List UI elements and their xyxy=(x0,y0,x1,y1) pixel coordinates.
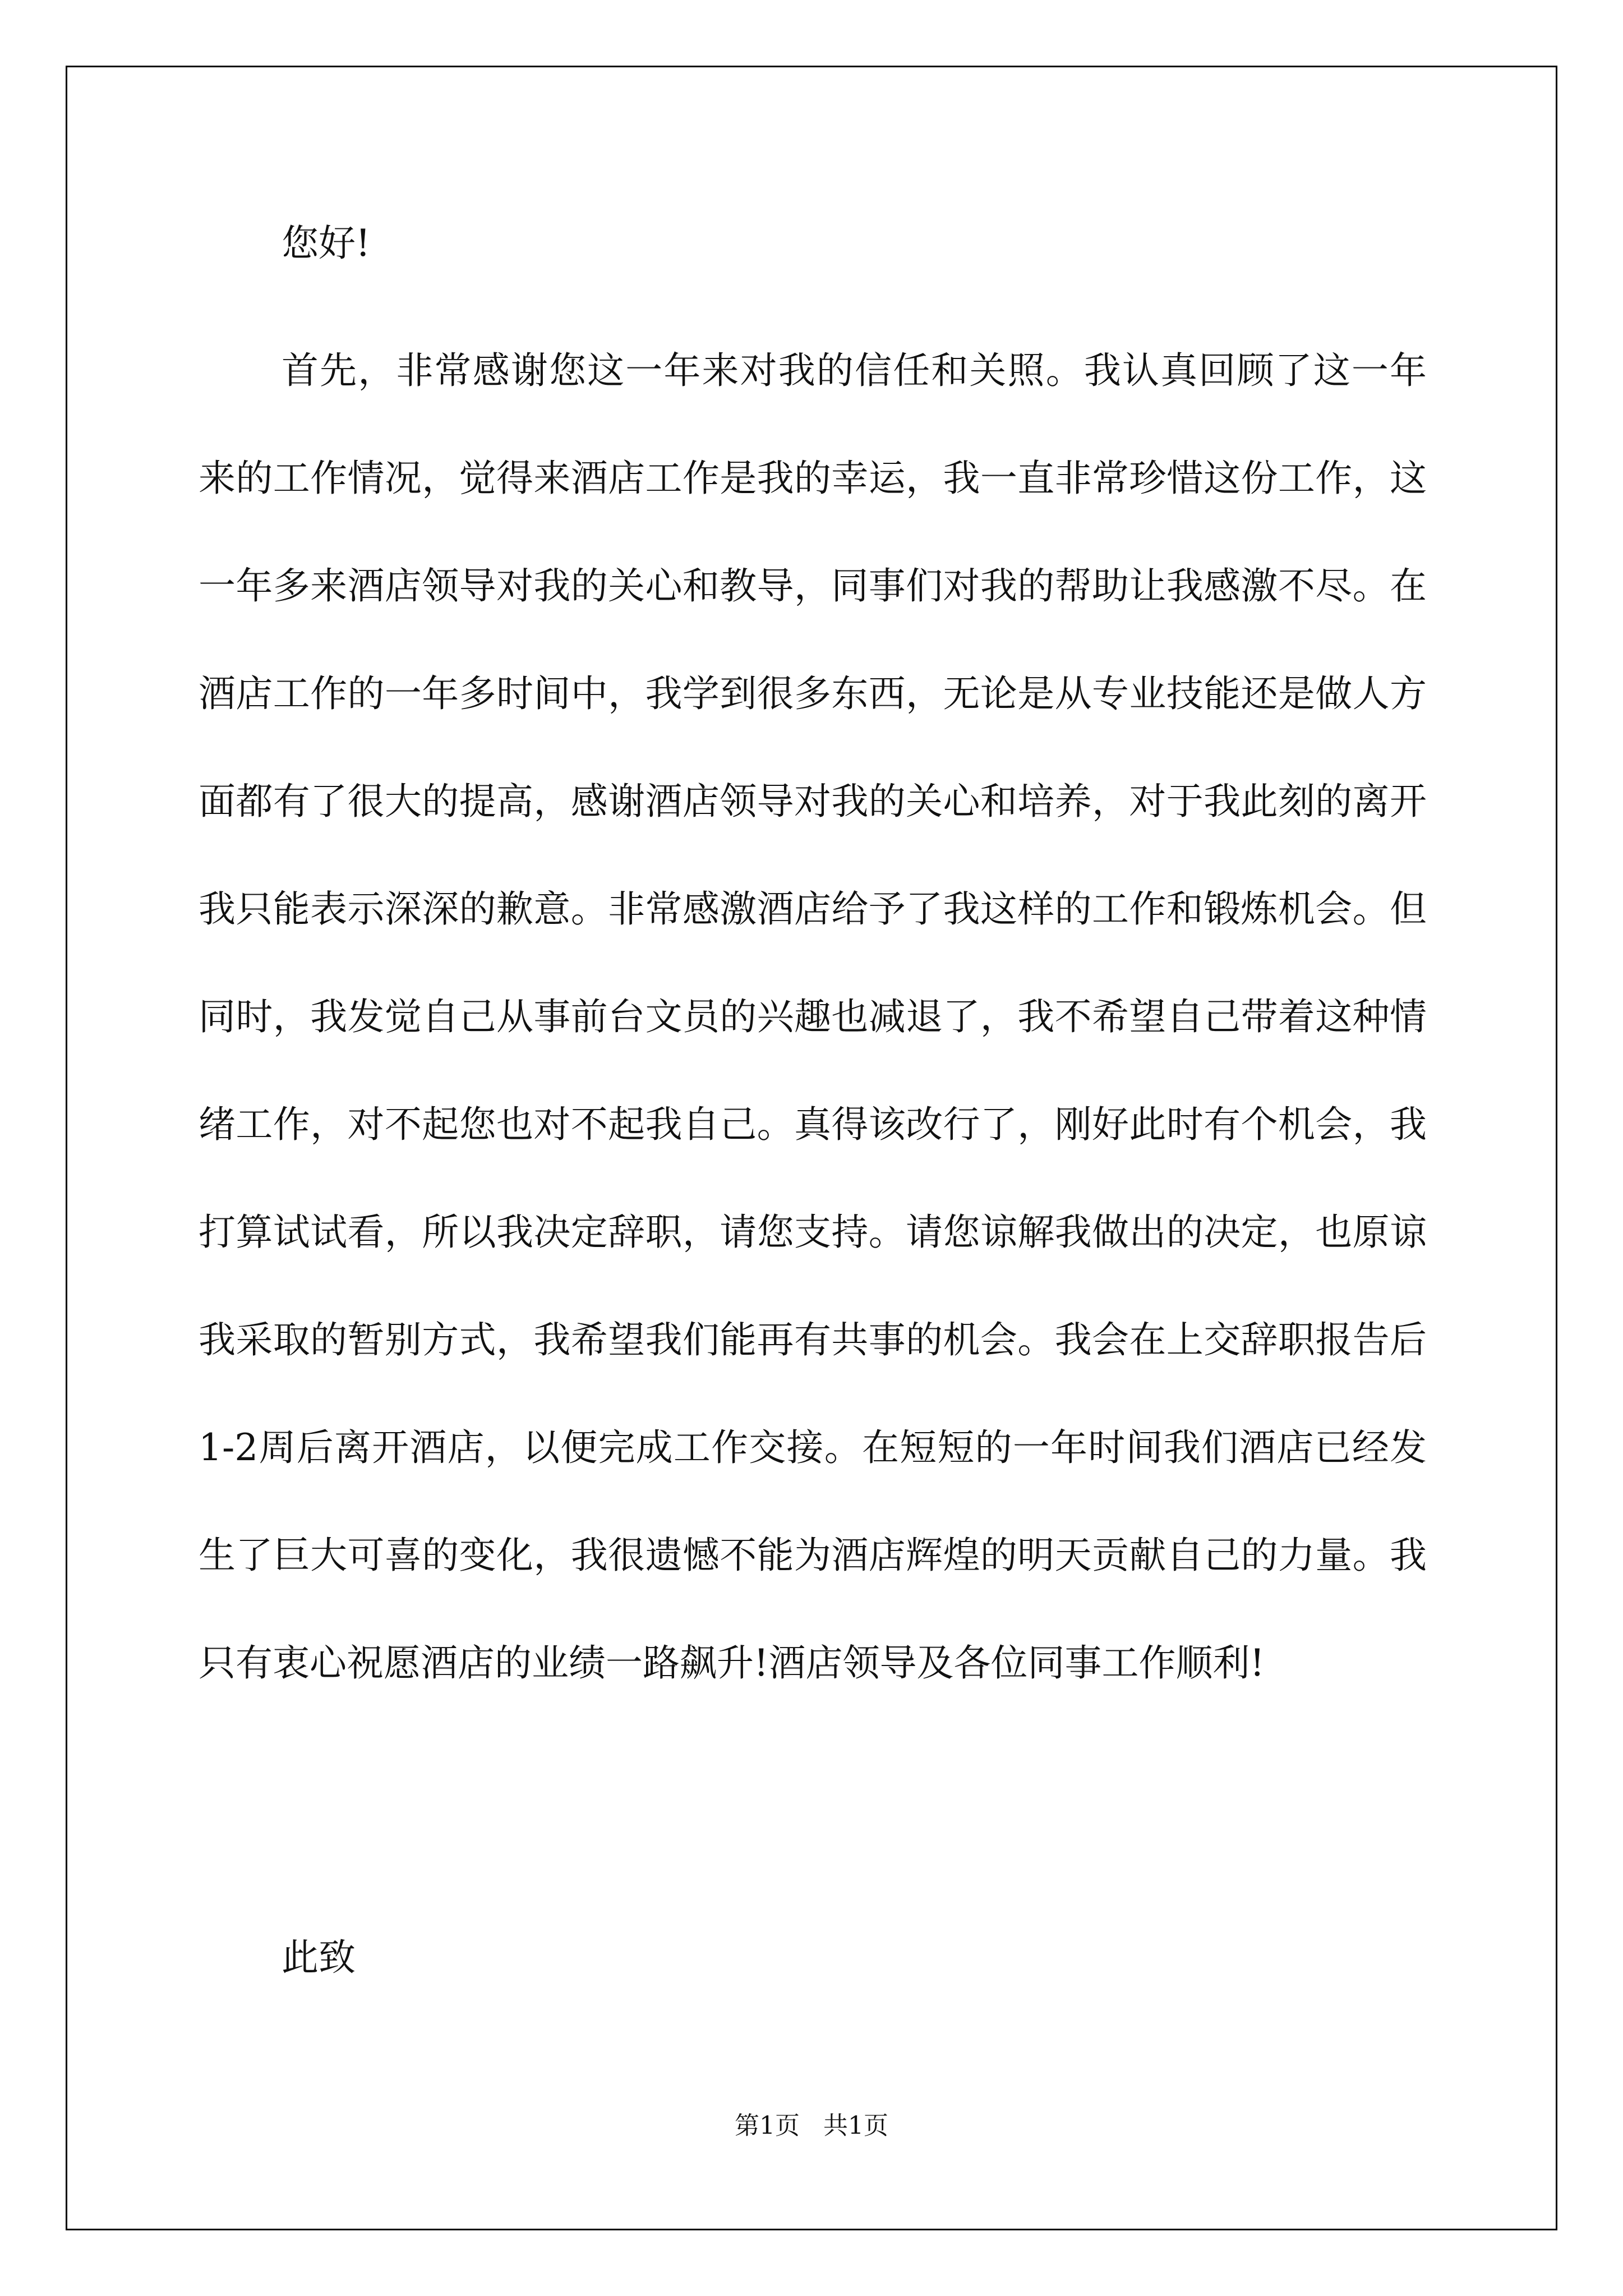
letter-body: 首先，非常感谢您这一年来对我的信任和关照。我认真回顾了这一年来的工作情况，觉得来酒店工作是我的幸运，我一直非常珍惜这份工作，这一年多来酒店领导对我的关心和教导，同事们对我的帮助让我感激不尽。在酒店工作的一年多时间中，我学到很多东西，无论是从专业技能还是做人方面都有了很大的提高，感谢酒店领导对我的关心和培养，对于我此刻的离开我只能表示深深的歉意。非常感激酒店给予了我这样的工作和锻炼机会。但同时，我发觉自己从事前台文员的兴趣也减退了，我不希望自己带着这种情绪工作，对不起您也对不起我自己。真得该改行了，刚好此时有个机会，我打算试试看，所以我决定辞职，请您支持。请您谅解我做出的决定，也原谅我采取的暂别方式，我希望我们能再有共事的机会。我会在上交辞职报告后1-2周后离开酒店，以便完成工作交接。在短短的一年时间我们酒店已经发生了巨大可喜的变化，我很遗憾不能为酒店辉煌的明天贡献自己的力量。我只有衷心祝愿酒店的业绩一路飙升!酒店领导及各位同事工作顺利! xyxy=(199,349,1427,1685)
letter-closing: 此致 xyxy=(282,1936,356,1979)
page-footer: 第1页 共1页 xyxy=(735,2111,888,2140)
letter-greeting: 您好! xyxy=(282,222,371,265)
